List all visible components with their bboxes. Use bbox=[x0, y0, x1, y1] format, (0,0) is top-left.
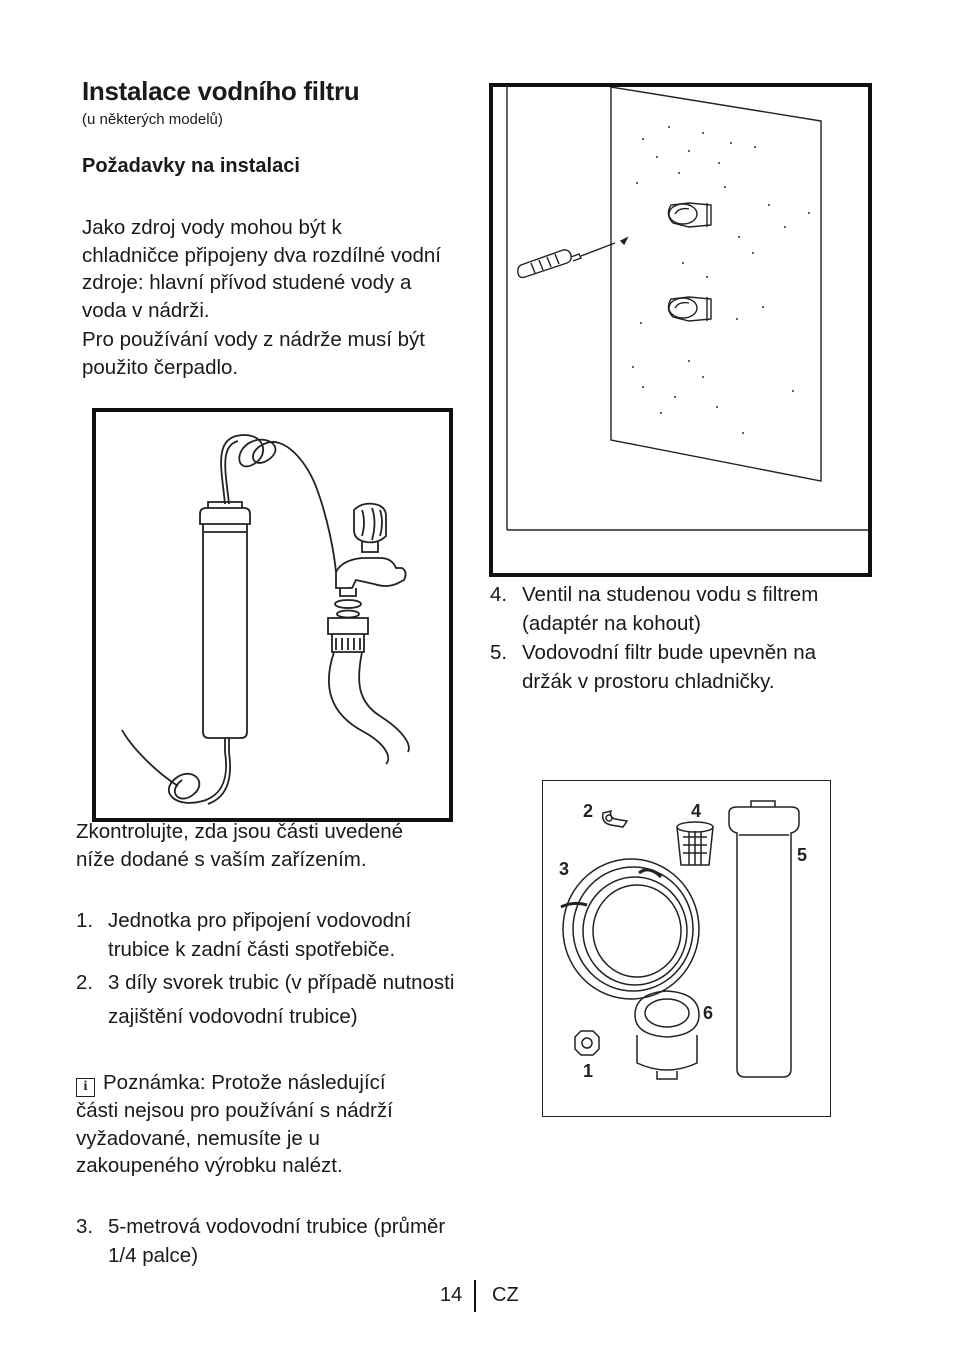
list-item bbox=[490, 638, 850, 696]
part-label-1: 1 bbox=[583, 1061, 594, 1081]
check-intro: Zkontrolujte, zda jsou části uvedené níže dodané s vaším zařízením. bbox=[76, 820, 404, 871]
list-item-number: 3. bbox=[76, 1215, 94, 1238]
note-text: Poznámka: Protože následující části nejsou pro používání s nádrží vyžadované, nemusíte je u zakoupeného výrobku nalézt. bbox=[76, 1071, 393, 1177]
parts-list-left bbox=[76, 906, 466, 1034]
page-subtitle: (u některých modelů) bbox=[82, 111, 223, 128]
list-item-text: Jednotka pro připojení vodovodní trubice k zadní části spotřebiče. bbox=[108, 909, 412, 961]
language-code: CZ bbox=[492, 1284, 519, 1306]
list-item-number: 4. bbox=[490, 583, 508, 606]
part-label-5: 5 bbox=[797, 845, 808, 865]
note-block bbox=[76, 1069, 426, 1180]
list-item-text: Ventil na studenou vodu s filtrem (adaptér na kohout) bbox=[522, 583, 819, 635]
list-item-number: 1. bbox=[76, 909, 94, 932]
list-item-text: 3 díly svorek trubic (v případě nutnosti zajištění vodovodní trubice) bbox=[108, 971, 455, 1028]
requirements-paragraph-2: Pro používání vody z nádrže musí být použito čerpadlo. bbox=[82, 328, 425, 379]
list-item-text: Vodovodní filtr bude upevněn na držák v prostoru chladničky. bbox=[522, 641, 817, 693]
part-label-6: 6 bbox=[703, 1003, 714, 1023]
part-label-3: 3 bbox=[559, 859, 570, 879]
wall-mount-illustration bbox=[489, 83, 872, 577]
filter-tap-illustration bbox=[92, 408, 453, 822]
footer-divider bbox=[474, 1280, 476, 1312]
page-number: 14 bbox=[440, 1284, 463, 1306]
info-icon: i bbox=[76, 1078, 95, 1097]
part-label-2: 2 bbox=[583, 801, 594, 821]
list-item bbox=[76, 1212, 466, 1270]
parts-figure bbox=[542, 780, 831, 1117]
list-item bbox=[76, 906, 466, 964]
page-title: Instalace vodního filtru bbox=[82, 76, 360, 106]
wall-mount-drawing bbox=[493, 87, 868, 573]
part-label-4: 4 bbox=[691, 801, 702, 821]
filter-tap-drawing bbox=[96, 412, 449, 818]
list-item bbox=[490, 580, 850, 638]
section-heading: Požadavky na instalaci bbox=[82, 155, 300, 177]
requirements-paragraph-1: Jako zdroj vody mohou být k chladničce připojeny dva rozdílné vodní zdroje: hlavní přívod studené vody a voda v nádrži. bbox=[82, 216, 441, 322]
parts-list-right bbox=[490, 580, 850, 696]
list-item-number: 5. bbox=[490, 641, 508, 664]
list-item bbox=[76, 966, 466, 1034]
list-item-text: 5-metrová vodovodní trubice (průměr 1/4 palce) bbox=[108, 1215, 446, 1267]
parts-drawing bbox=[543, 781, 830, 1116]
list-item-number: 2. bbox=[76, 971, 94, 994]
parts-list-item3 bbox=[76, 1212, 466, 1270]
